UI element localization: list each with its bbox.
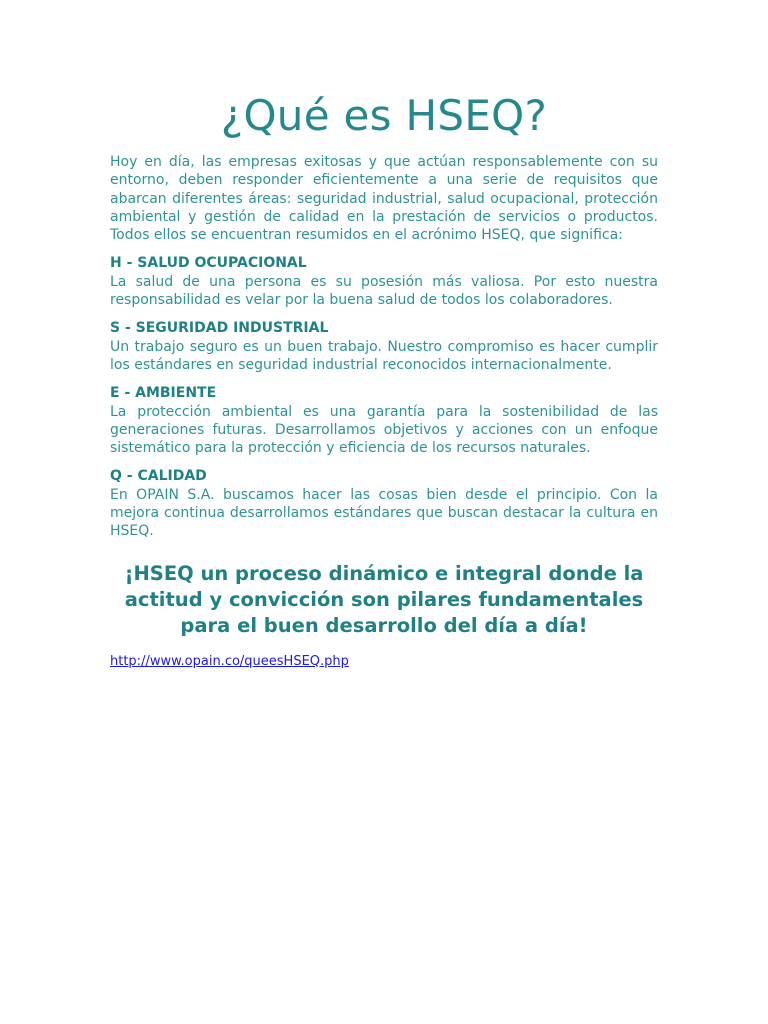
section-text-e: La protección ambiental es una garantía para la sostenibilidad de las generaciones futuras. Desarrollamos objetivos y acciones con un enfoque sistemático para la protección y eficiencia de los recursos naturales.	[110, 403, 658, 457]
closing-statement: ¡HSEQ un proceso dinámico e integral donde la actitud y convicción son pilares fundamentales para el buen desarrollo del día a día!	[124, 561, 644, 637]
section-heading-s: S - SEGURIDAD INDUSTRIAL	[110, 320, 329, 337]
section-e	[110, 384, 658, 457]
intro-paragraph: Hoy en día, las empresas exitosas y que actúan responsablemente con su entorno, deben responder eficientemente a una serie de requisitos que abarcan diferentes áreas: seguridad industrial, salud ocupacional, protección ambiental y gestión de calidad en la prestación de servicios o productos. Todos ellos se encuentran resumidos en el acrónimo HSEQ, que significa:	[110, 154, 658, 244]
section-text-h: La salud de una persona es su posesión más valiosa. Por esto nuestra responsabilidad es velar por la buena salud de todos los colaboradores.	[110, 273, 658, 309]
section-text-q: En OPAIN S.A. buscamos hacer las cosas bien desde el principio. Con la mejora continua desarrollamos estándares que buscan destacar la cultura en HSEQ.	[110, 486, 658, 540]
section-heading-e: E - AMBIENTE	[110, 385, 217, 402]
section-text-s: Un trabajo seguro es un buen trabajo. Nuestro compromiso es hacer cumplir los estándares en seguridad industrial reconocidos internacionalmente.	[110, 338, 658, 373]
section-s	[110, 319, 658, 374]
section-heading-q: Q - CALIDAD	[110, 468, 207, 485]
source-link[interactable]: http://www.opain.co/queesHSEQ.php	[110, 653, 349, 669]
section-h	[110, 254, 658, 309]
page-title: ¿Qué es HSEQ?	[220, 91, 548, 140]
section-q	[110, 467, 658, 540]
document-page	[110, 86, 658, 671]
section-heading-h: H - SALUD OCUPACIONAL	[110, 255, 307, 272]
